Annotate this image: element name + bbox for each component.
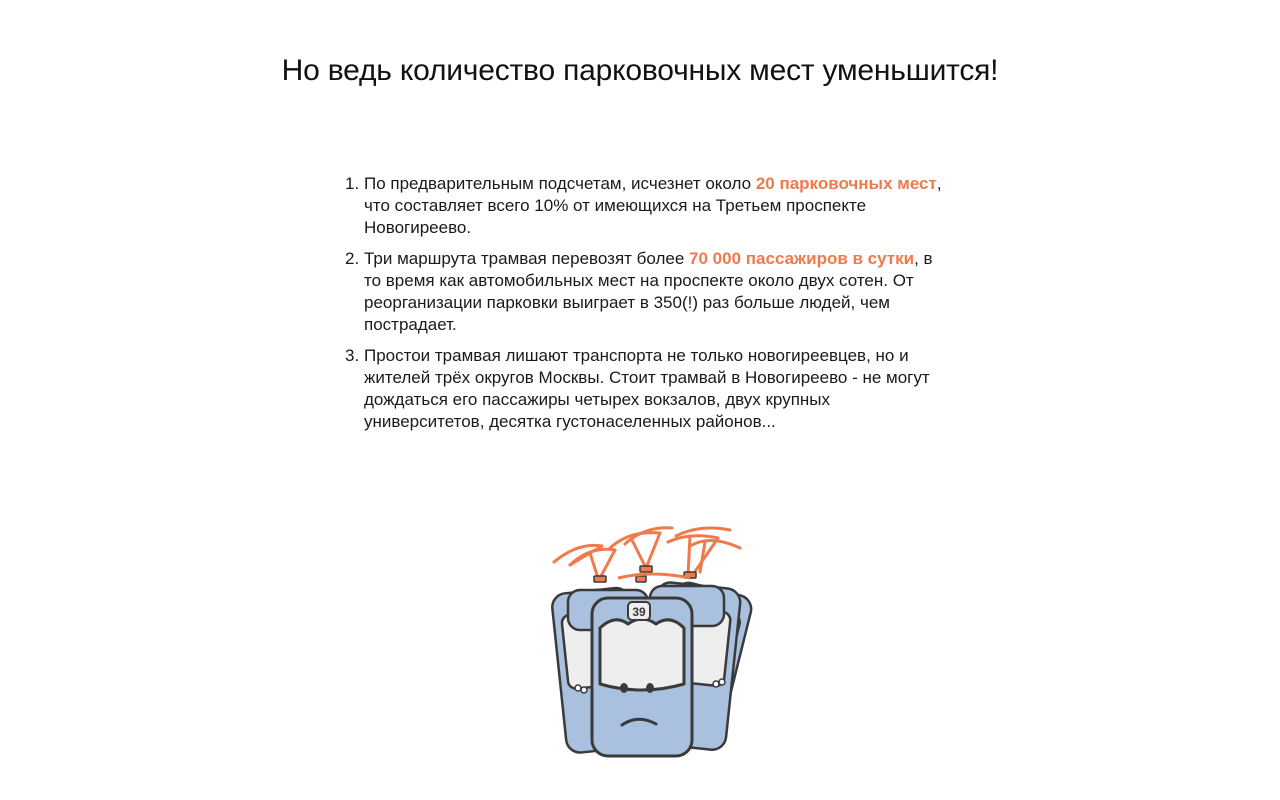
page-title: Но ведь количество парковочных мест уменьшится! <box>281 54 999 87</box>
points-list <box>345 173 945 442</box>
list-item <box>345 248 945 336</box>
item-text: По предварительным подсчетам, исчезнет около <box>364 174 756 193</box>
item-highlight: 70 000 пассажиров в сутки <box>689 249 915 268</box>
item-highlight: 20 парковочных мест <box>755 174 937 193</box>
list-item <box>345 173 945 239</box>
item-text: Три маршрута трамвая перевозят более <box>364 249 690 268</box>
item-number: 3. <box>345 346 360 365</box>
tram-number: 39 <box>632 605 646 619</box>
item-text: Простои трамвая лишают транспорта не только новогиреевцев, но и жителей трёх округов Москвы. Стоит трамвай в Новогиреево - не могут дождаться его пассажиры четырех вокзалов, двух крупных университетов, десятка густонаселенных районов... <box>364 346 930 431</box>
item-number: 2. <box>345 249 360 268</box>
item-text-after: , что составляет всего 10% от имеющихся на Третьем проспекте Новогиреево. <box>364 174 942 237</box>
item-text-after: , в то время как автомобильных мест на проспекте около двух сотен. От реорганизации парковки выиграет в 350(!) раз больше людей, чем пострадает. <box>364 249 933 334</box>
list-item <box>345 345 945 433</box>
item-number: 1. <box>345 174 360 193</box>
sad-trams-illustration <box>540 520 760 765</box>
